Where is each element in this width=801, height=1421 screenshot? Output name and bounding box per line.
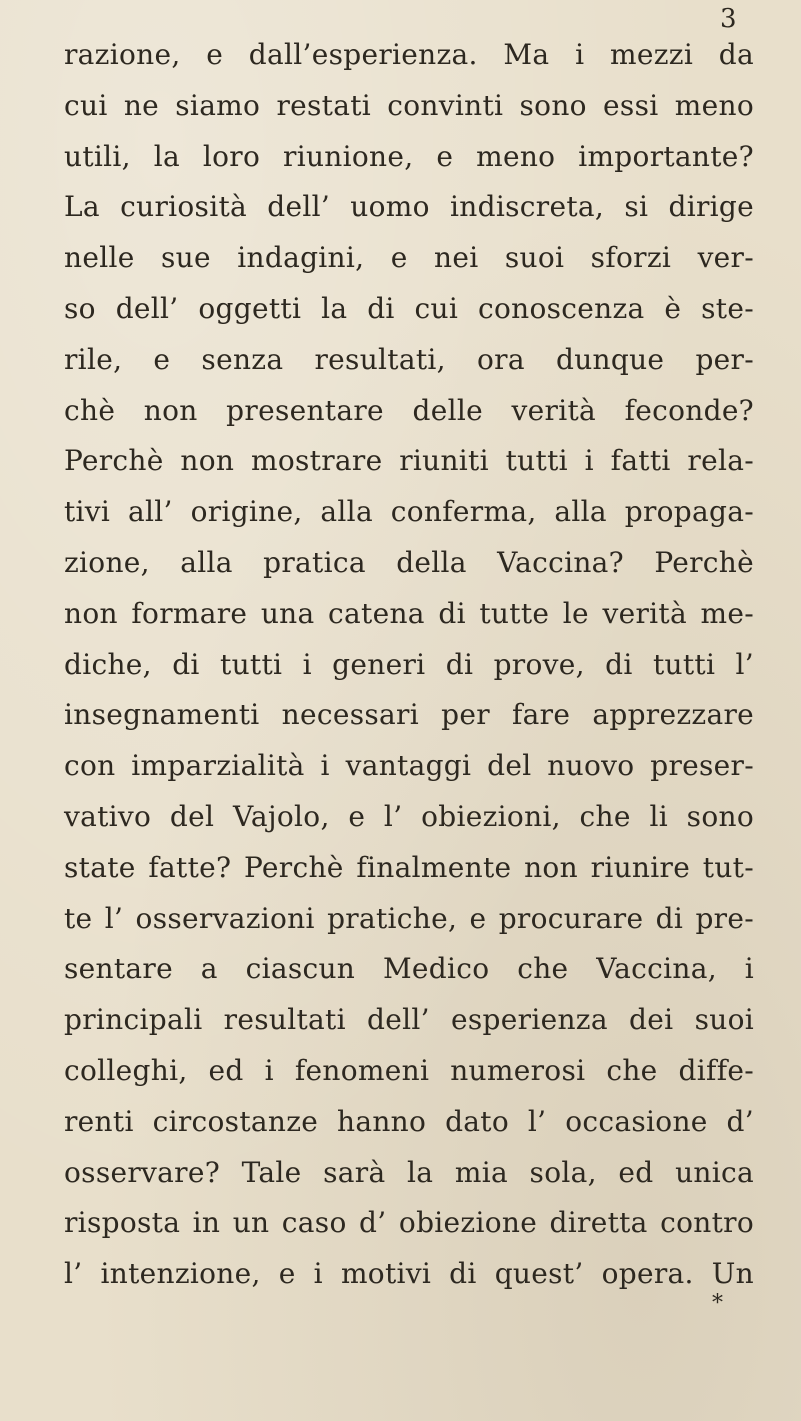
- text-line: l’ intenzione, e i motivi di quest’ opera. Un: [64, 1257, 754, 1291]
- text-line: colleghi, ed i fenomeni numerosi che diffe-: [64, 1053, 754, 1087]
- text-line: sentare a ciascun Medico che Vaccina, i: [64, 952, 754, 986]
- text-line: Perchè non mostrare riuniti tutti i fatti rela-: [64, 444, 754, 478]
- text-line: utili, la loro riunione, e meno importante?: [64, 139, 754, 173]
- catchword: *: [712, 1291, 723, 1316]
- text-line: renti circostanze hanno dato l’ occasione d’: [64, 1104, 754, 1138]
- text-line: risposta in un caso d’ obiezione diretta contro: [64, 1206, 754, 1240]
- text-line: diche, di tutti i generi di prove, di tutti l’: [64, 647, 754, 681]
- text-line: state fatte? Perchè finalmente non riunire tut-: [64, 850, 754, 884]
- text-line: insegnamenti necessari per fare apprezzare: [64, 698, 754, 732]
- page-number: 3: [720, 4, 737, 34]
- text-line: razione, e dall’esperienza. Ma i mezzi da: [64, 38, 754, 71]
- text-line: so dell’ oggetti la di cui conoscenza è ste-: [64, 291, 754, 325]
- text-line: zione, alla pratica della Vaccina? Perchè: [64, 545, 754, 579]
- text-line: tivi all’ origine, alla conferma, alla propaga-: [64, 495, 754, 529]
- text-line: chè non presentare delle verità feconde?: [64, 393, 754, 427]
- text-line: con imparzialità i vantaggi del nuovo preser-: [64, 749, 754, 783]
- text-line: vativo del Vajolo, e l’ obiezioni, che li sono: [64, 799, 754, 833]
- text-line: nelle sue indagini, e nei suoi sforzi ver-: [64, 241, 754, 275]
- text-line: non formare una catena di tutte le verità me-: [64, 596, 754, 630]
- text-line: principali resultati dell’ esperienza dei suoi: [64, 1003, 754, 1037]
- text-line: te l’ osservazioni pratiche, e procurare di pre-: [64, 901, 754, 935]
- text-line: osservare? Tale sarà la mia sola, ed unica: [64, 1155, 754, 1189]
- text-line: La curiosità dell’ uomo indiscreta, si dirige: [64, 190, 754, 224]
- body-text: [64, 30, 754, 1300]
- text-line: cui ne siamo restati convinti sono essi meno: [64, 88, 754, 122]
- text-line: rile, e senza resultati, ora dunque per-: [64, 342, 754, 376]
